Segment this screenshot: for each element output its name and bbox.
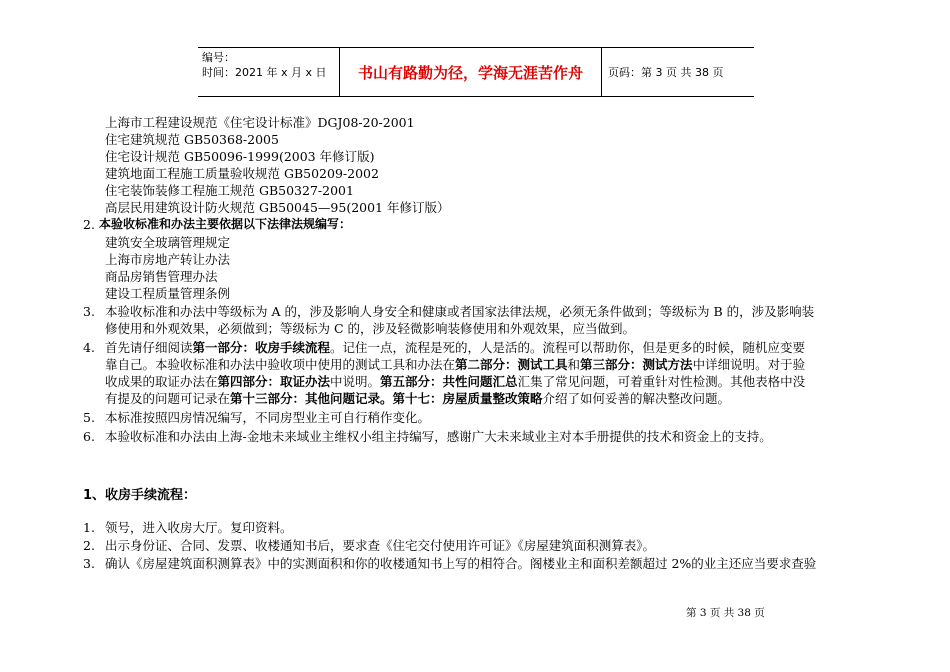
page-footer: 第 3 页 共 38 页 bbox=[686, 607, 765, 619]
list-number: 3. bbox=[83, 304, 95, 319]
law-item: 商品房销售管理办法 bbox=[105, 269, 218, 284]
id-label: 编号： bbox=[202, 51, 235, 64]
page-header bbox=[198, 47, 754, 97]
list-number: 2. bbox=[83, 217, 95, 232]
list-number: 1. bbox=[83, 520, 95, 535]
item6-text: 本验收标准和办法由上海-金地未来域业主维权小组主持编写，感谢广大未来域业主对本手册提供的技术和资金上的支持。 bbox=[105, 429, 772, 444]
step-text: 确认《房屋建筑面积测算表》中的实测面积和你的收楼通知书上写的相符合。阁楼业主和面积差额超过 2%的业主还应当要求查验 bbox=[105, 556, 817, 571]
item4-line: 有提及的问题可记录在第十三部分：其他问题记录。第十七：房屋质量整改策略介绍了如何妥善的解决整改问题。 bbox=[105, 391, 731, 406]
section-heading: 1、收房手续流程： bbox=[83, 488, 197, 503]
list-number: 3. bbox=[83, 556, 95, 571]
standard-item: 住宅装饰装修工程施工规范 GB50327-2001 bbox=[105, 183, 354, 198]
law-item: 建筑安全玻璃管理规定 bbox=[105, 235, 231, 250]
standard-item: 上海市工程建设规范《住宅设计标准》DGJ08-20-2001 bbox=[105, 115, 415, 130]
item2-title: 本验收标准和办法主要依据以下法律法规编写： bbox=[99, 217, 352, 231]
header-divider bbox=[601, 48, 602, 96]
time-label: 时间：2021 年 x 月 x 日 bbox=[202, 66, 327, 79]
item4-line: 收成果的取证办法在第四部分：取证办法中说明。第五部分：共性问题汇总汇集了常见问题，可着重针对性检测。其他表格中没 bbox=[105, 374, 806, 389]
standard-item: 住宅设计规范 GB50096-1999(2003 年修订版) bbox=[105, 149, 375, 164]
item4-line: 靠自己。本验收标准和办法中验收项中使用的测试工具和办法在第二部分：测试工具和第三部分：测试方法中详细说明。对于验 bbox=[105, 357, 806, 372]
list-number: 5. bbox=[83, 410, 95, 425]
list-number: 4. bbox=[83, 340, 95, 355]
standard-item: 住宅建筑规范 GB50368-2005 bbox=[105, 132, 279, 147]
item4-line: 首先请仔细阅读第一部分：收房手续流程。记住一点，流程是死的，人是活的。流程可以帮助你，但是更多的时候，随机应变要 bbox=[105, 340, 806, 355]
list-number: 2. bbox=[83, 538, 95, 553]
step-text: 领号，进入收房大厅。复印资料。 bbox=[105, 520, 293, 535]
item5-text: 本标准按照四房情况编写，不同房型业主可自行稍作变化。 bbox=[105, 410, 431, 425]
step-text: 出示身份证、合同、发票、收楼通知书后，要求查《住宅交付使用许可证》《房屋建筑面积测算表》。 bbox=[105, 538, 656, 553]
item3-line: 本验收标准和办法中等级标为 A 的，涉及影响人身安全和健康或者国家法律法规，必须无条件做到；等级标为 B 的，涉及影响装 bbox=[105, 304, 815, 319]
item3-line: 修使用和外观效果，必须做到；等级标为 C 的，涉及轻微影响装修使用和外观效果，应当做到。 bbox=[105, 321, 636, 336]
header-page-info: 页码：第 3 页 共 38 页 bbox=[608, 66, 724, 79]
header-meta bbox=[202, 50, 338, 80]
standard-item: 高层民用建筑设计防火规范 GB50045—95(2001 年修订版） bbox=[105, 200, 450, 215]
list-number: 6. bbox=[83, 429, 95, 444]
law-item: 建设工程质量管理条例 bbox=[105, 286, 231, 301]
law-item: 上海市房地产转让办法 bbox=[105, 252, 231, 267]
standard-item: 建筑地面工程施工质量验收规范 GB50209-2002 bbox=[105, 166, 379, 181]
header-motto: 书山有路勤为径，学海无涯苦作舟 bbox=[357, 63, 583, 82]
